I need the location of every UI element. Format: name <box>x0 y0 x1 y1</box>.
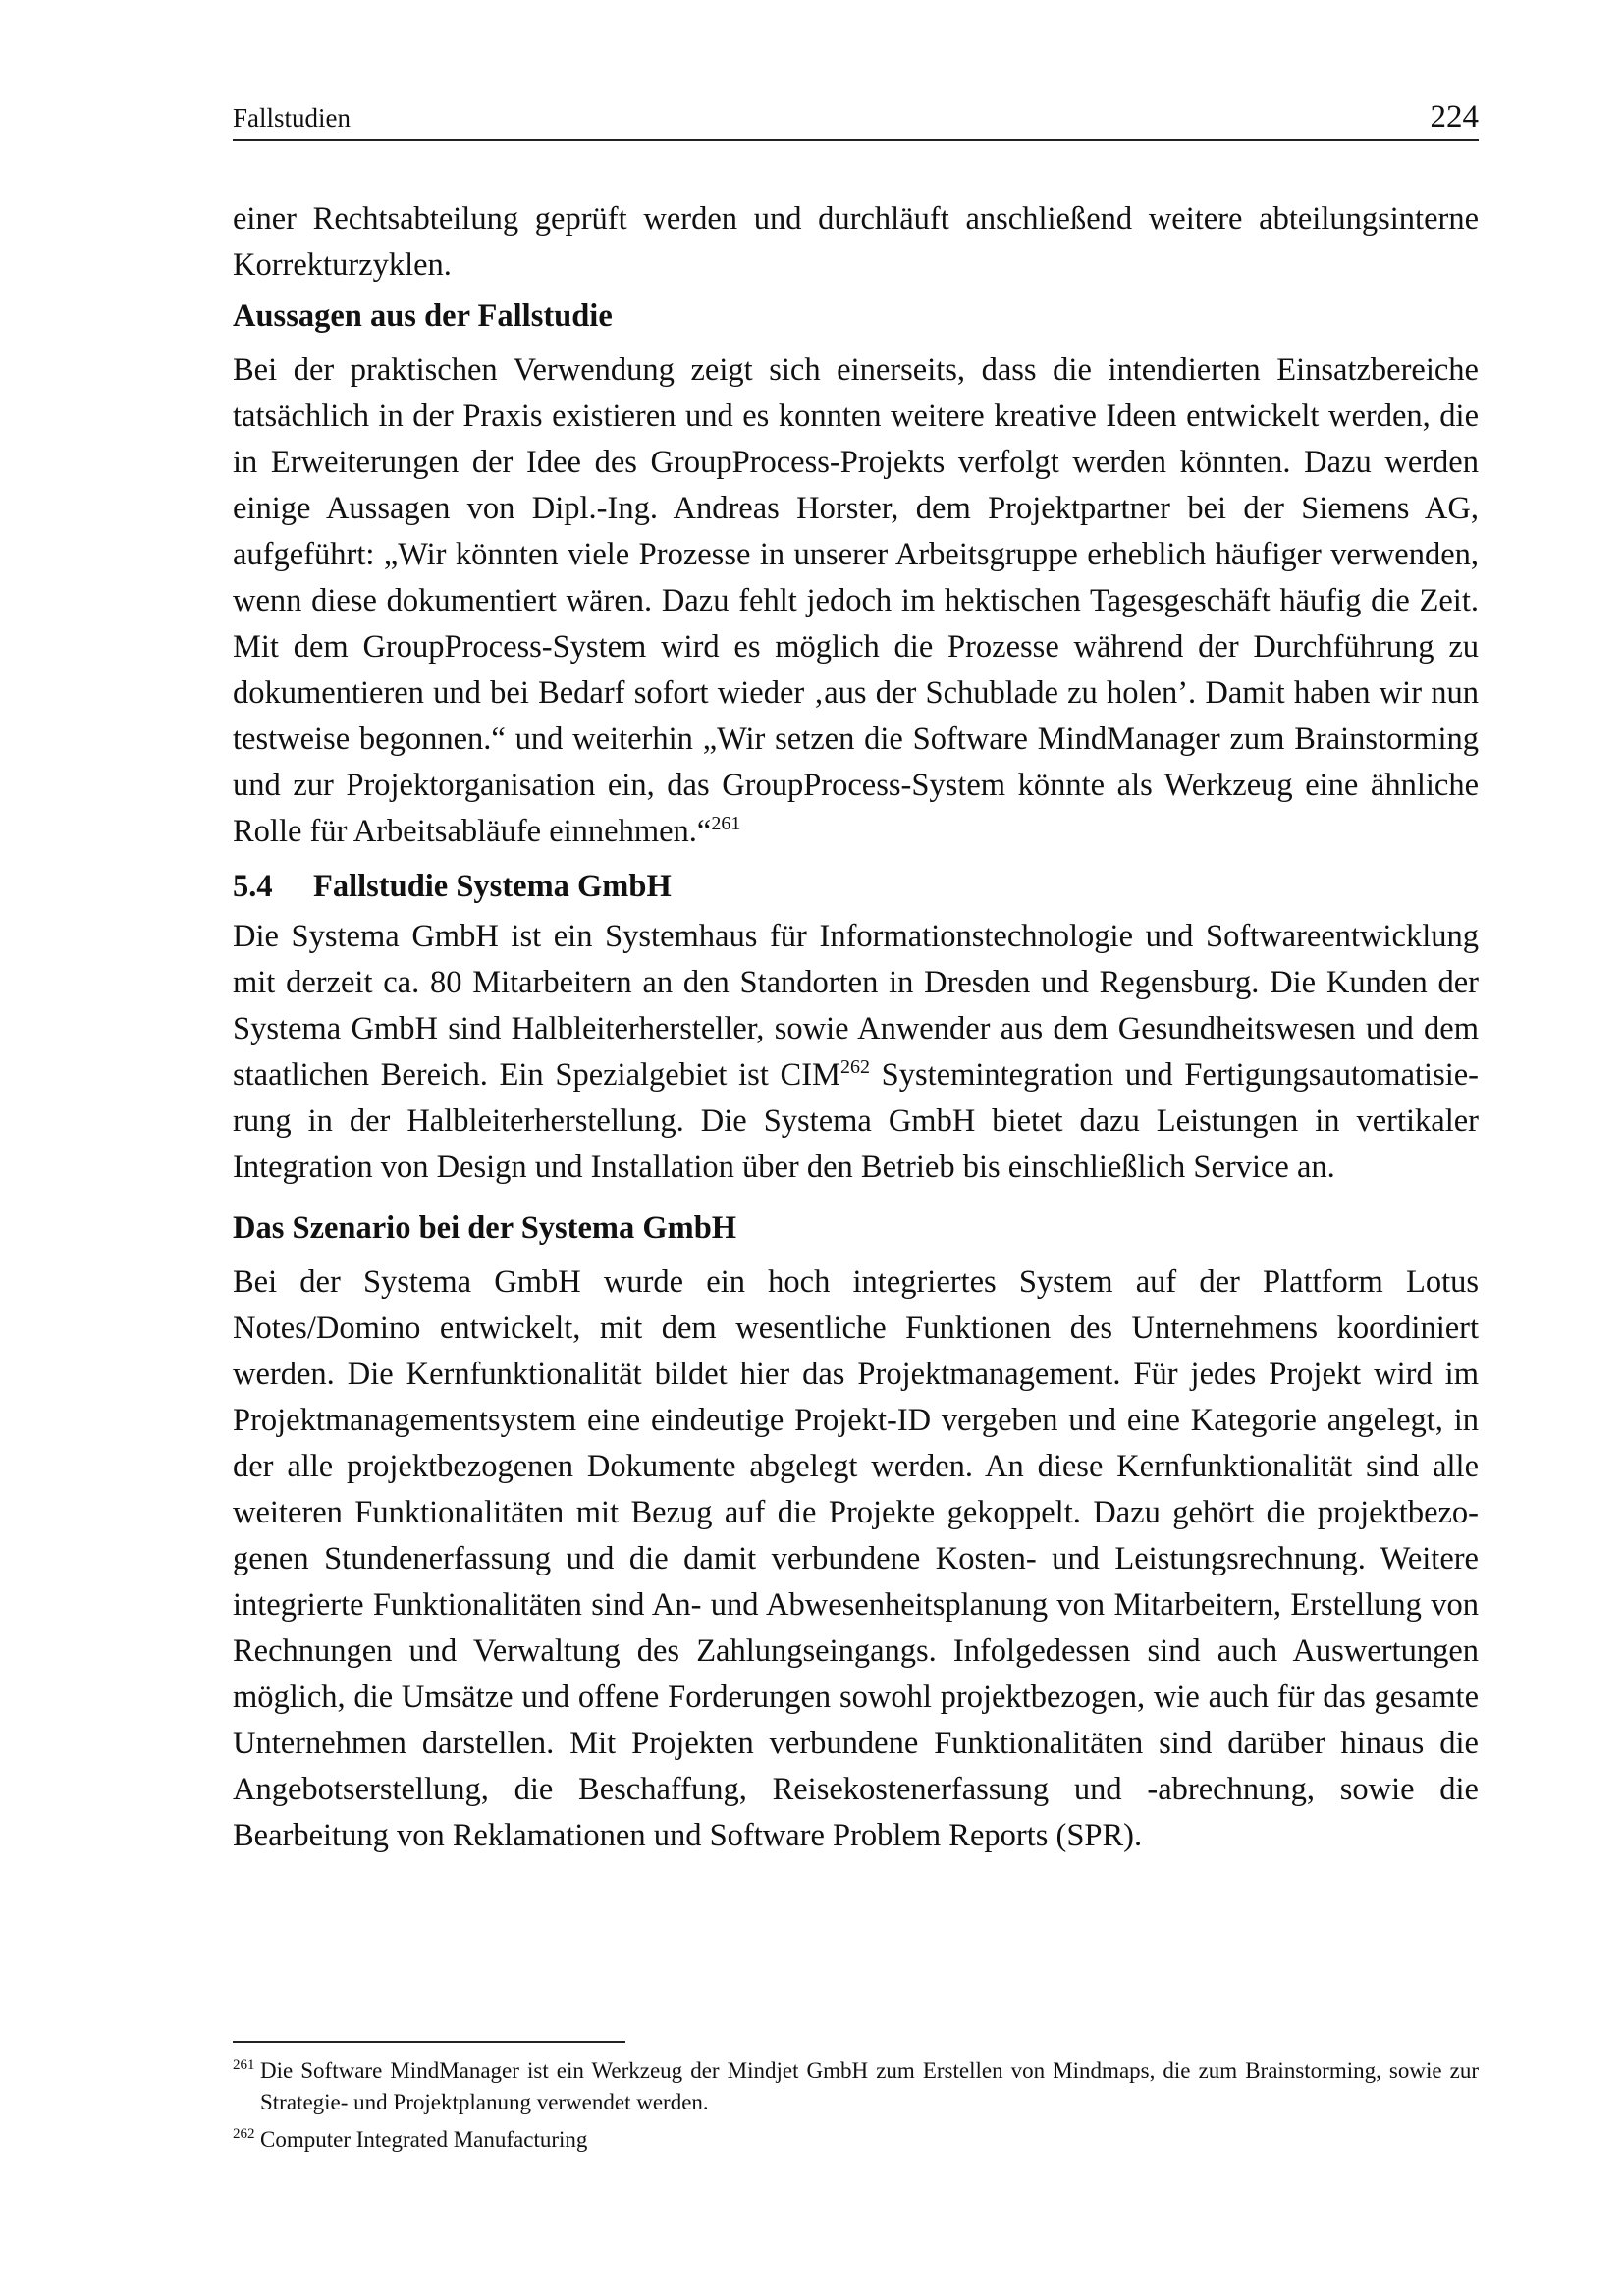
footnote-ref-262[interactable]: 262 <box>839 1056 870 1079</box>
section-number: 5.4 <box>233 869 273 904</box>
footnote-separator <box>233 2041 625 2043</box>
section-title: Fallstudie Systema GmbH <box>313 869 672 904</box>
footnote-text: Computer Integrated Manufacturing <box>260 2127 588 2152</box>
footnotes <box>233 2056 1479 2162</box>
paragraph-continuation: einer Rechtsabteilung geprüft werden und durchläuft anschließend weitere abteilungsinterne Korrekturzyklen. <box>233 201 1479 283</box>
paragraph-szenario: Bei der Systema GmbH wurde ein hoch integriertes System auf der Plattform Lotus Notes/Domino entwickelt, mit dem wesentliche Funktionen des Unternehmens koordiniert werden. Die Kernfunktionalität bildet hier das Projektmanagement. Für jedes Projekt wird im Projektmanagementsystem eine eindeutige Projekt-ID vergeben und eine Kategorie angelegt, in der alle projektbezogenen Dokumente abgelegt werden. An diese Kernfunktionalität sind alle weiteren Funktionalitäten mit Bezug auf die Projekte gekoppelt. Dazu gehört die projektbezogenen Stundenerfassung und die damit verbundene Kosten- und Leistungsrechnung. Weitere integrierte Funktionalitäten sind An- und Abwesenheitsplanung von Mitarbeitern, Erstellung von Rechnungen und Verwaltung des Zahlungseingangs. Infolgedessen sind auch Auswertungen möglich, die Umsätze und offene Forderungen sowohl projektbezogen, wie auch für das gesamte Unternehmen darstellen. Mit Projekten verbundene Funktionalitäten sind darüber hinaus die Angebotserstellung, die Beschaffung, Reisekostenerfassung und -abrechnung, sowie die Bearbeitung von Reklamationen und Software Problem Reports (SPR). <box>233 1264 1479 1853</box>
paragraph-aussagen <box>233 347 1479 855</box>
footnote-261 <box>233 2056 1479 2118</box>
page-number: 224 <box>1430 99 1479 134</box>
subheading-szenario: Das Szenario bei der Systema GmbH <box>233 1210 737 1246</box>
footnote-number: 261 <box>233 2057 255 2073</box>
section-heading <box>233 865 1479 908</box>
footnote-ref-261[interactable]: 261 <box>711 813 741 835</box>
footnote-262 <box>233 2124 1479 2156</box>
footnote-number: 262 <box>233 2126 255 2142</box>
paragraph-systema-text-b: Systemintegration und Fertigungsautomatisierung in der Halbleiterherstellung. Die Systema GmbH bietet dazu Leistungen in vertikaler Integration von Design und Installation über den Betrieb bis einschließlich Service an. <box>233 1057 1479 1185</box>
subheading-aussagen: Aussagen aus der Fallstudie <box>233 298 613 334</box>
body-text <box>233 196 1479 1859</box>
paragraph-systema-text-a: Die Systema GmbH ist ein Systemhaus für Informationstechnologie und Softwareentwicklung mit derzeit ca. 80 Mitarbeitern an den Standorten in Dresden und Regensburg. Die Kunden der Systema GmbH sind Halbleiterhersteller, sowie Anwender aus dem Gesundheitswesen und dem staatlichen Bereich. Ein Spezialgebiet ist CIM <box>233 919 1479 1093</box>
header-title: Fallstudien <box>233 103 351 133</box>
paragraph-aussagen-text: Bei der praktischen Verwendung zeigt sich einerseits, dass die intendierten Einsatzbereiche tatsächlich in der Praxis existieren und es konnten weitere kreative Ideen entwickelt werden, die in Erweiterungen der Idee des GroupProcess-Projekts verfolgt werden könnten. Dazu werden einige Aussagen von Dipl.-Ing. Andreas Horster, dem Projektpartner bei der Siemens AG, aufgeführt: „Wir könnten viele Prozesse in unserer Arbeitsgruppe erheblich häufiger verwenden, wenn diese dokumentiert wären. Dazu fehlt jedoch im hektischen Tagesgeschäft häufig die Zeit. Mit dem GroupProcess-System wird es möglich die Prozesse während der Durchführung zu dokumentieren und bei Bedarf sofort wieder ‚aus der Schublade zu holen’. Damit haben wir nun testweise begonnen.“ und weiterhin „Wir setzen die Software MindManager zum Brainstorming und zur Projektorganisation ein, das GroupProcess-System könnte als Werkzeug eine ähnliche Rolle für Arbeitsabläufe einnehmen.“ <box>233 352 1479 849</box>
running-header <box>233 94 1479 141</box>
footnote-text: Die Software MindManager ist ein Werkzeug der Mindjet GmbH zum Erstellen von Mindmaps, die zum Brainstorming, sowie zur Strategie- und Projektplanung verwendet werden. <box>260 2058 1479 2114</box>
paragraph-systema <box>233 914 1479 1191</box>
